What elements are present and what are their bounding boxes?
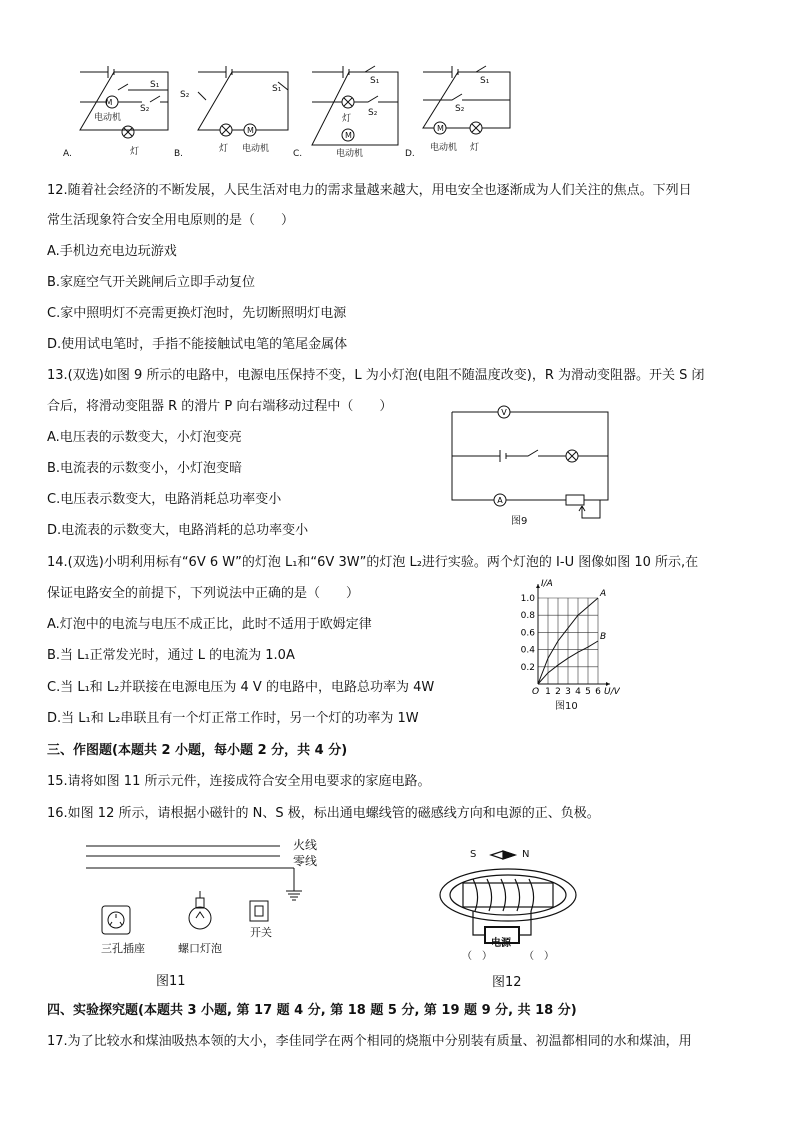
q14-option-b: B.当 L₁正常发光时，通过 L 的电流为 1.0A xyxy=(47,648,295,663)
bulb-label: 螺口灯泡 xyxy=(178,942,222,955)
compass-n-label: N xyxy=(522,849,530,860)
circuit-d-lamp-label: 灯 xyxy=(470,143,480,153)
power-source-label: 电源 xyxy=(491,938,511,949)
power-right-pole-blank: （ ） xyxy=(524,951,554,962)
neutral-wire-label: 零线 xyxy=(293,854,318,868)
svg-text:M: M xyxy=(437,124,444,133)
y-tick-label: 0.4 xyxy=(520,645,535,656)
q13-stem-line2: 合后，将滑动变阻器 R 的滑片 P 向右端移动过程中（ ） xyxy=(47,399,393,414)
q12-stem-line1: 12.随着社会经济的不断发展，人民生活对电力的需求量越来越大，用电安全也逐渐成为人们关注的焦点。下列日 xyxy=(47,183,692,198)
circuit-c-s1-label: S₁ xyxy=(370,76,380,86)
figure-12-caption: 图12 xyxy=(492,975,522,990)
svg-text:M: M xyxy=(105,98,113,107)
power-left-pole-blank: （ ） xyxy=(462,951,492,962)
x-tick-label: 2 xyxy=(555,687,561,696)
section-4-title: 四、实验探究题(本题共 3 小题, 第 17 题 4 分, 第 18 题 5 分, 第 19 题 9 分, 共 18 分) xyxy=(47,1003,577,1018)
switch-label: 开关 xyxy=(250,926,272,939)
x-axis-label: U/V xyxy=(604,687,620,696)
figure-11-caption: 图11 xyxy=(156,974,186,989)
q12-option-d: D.使用试电笔时，手指不能接触试电笔的笔尾金属体 xyxy=(47,337,348,352)
circuit-a xyxy=(80,66,168,138)
q14-option-a: A.灯泡中的电流与电压不成正比，此时不适用于欧姆定律 xyxy=(47,617,372,632)
figure-10-caption: 图10 xyxy=(555,701,578,712)
circuit-b-lamp-label: 灯 xyxy=(219,144,229,154)
circuit-a-lamp-label: 灯 xyxy=(130,147,140,157)
svg-text:M: M xyxy=(247,126,254,135)
circuit-d-s2-label: S₂ xyxy=(455,104,465,114)
circuit-a-s2-label: S₂ xyxy=(140,104,150,114)
ammeter-symbol: A xyxy=(497,496,503,505)
x-tick-label: 6 xyxy=(595,687,601,696)
origin-label: O xyxy=(532,687,540,696)
live-wire-label: 火线 xyxy=(293,838,318,852)
circuit-d-motor-label: 电动机 xyxy=(430,143,458,153)
figure-9-circuit xyxy=(440,400,620,525)
circuit-c-s2-label: S₂ xyxy=(368,108,378,118)
socket-label: 三孔插座 xyxy=(101,942,145,955)
series-label-A: A xyxy=(600,589,607,599)
circuit-c-lamp-label: 灯 xyxy=(342,114,352,124)
q14-stem-line2: 保证电路安全的前提下，下列说法中正确的是（ ） xyxy=(47,586,360,601)
circuit-a-motor-label: 电动机 xyxy=(94,113,122,123)
q14-option-d: D.当 L₁和 L₂串联且有一个灯正常工作时，另一个灯的功率为 1W xyxy=(47,711,419,726)
q16-stem: 16.如图 12 所示，请根据小磁针的 N、S 极，标出通电螺线管的磁感线方向和电源的正、负极。 xyxy=(47,806,600,821)
q15-stem: 15.请将如图 11 所示元件，连接成符合安全用电要求的家庭电路。 xyxy=(47,774,431,789)
screw-bulb-icon xyxy=(189,891,211,929)
circuit-b xyxy=(198,66,288,136)
q12-option-c: C.家中照明灯不亮需更换灯泡时，先切断照明灯电源 xyxy=(47,306,347,321)
x-tick-label: 3 xyxy=(565,687,571,696)
x-tick-label: 4 xyxy=(575,687,581,696)
y-tick-label: 1.0 xyxy=(520,594,535,604)
y-tick-label: 0.8 xyxy=(520,611,535,622)
q12-stem-line2: 常生活现象符合安全用电原则的是（ ） xyxy=(47,213,295,228)
q13-option-a: A.电压表的示数变大，小灯泡变亮 xyxy=(47,430,242,445)
q13-option-b: B.电流表的示数变小，小灯泡变暗 xyxy=(47,461,243,476)
circuit-c-motor-label: 电动机 xyxy=(336,149,364,159)
figure-9-caption: 图9 xyxy=(511,516,528,527)
q13-option-c: C.电压表示数变大，电路消耗总功率变小 xyxy=(47,492,282,507)
y-tick-label: 0.2 xyxy=(520,662,535,673)
circuit-a-s1-label: S₁ xyxy=(150,80,160,90)
y-axis-label: I/A xyxy=(541,579,553,589)
q13-option-d: D.电流表的示数变大，电路消耗的总功率变小 xyxy=(47,523,309,538)
circuit-d-s1-label: S₁ xyxy=(480,76,490,86)
circuit-c xyxy=(312,66,398,145)
circuit-b-option-label: B. xyxy=(174,149,184,159)
x-axis-arrow xyxy=(606,682,610,686)
q17-stem: 17.为了比较水和煤油吸热本领的大小，李佳同学在两个相同的烧瓶中分别装有质量、初温都相同的水和煤油，用 xyxy=(47,1034,692,1049)
q14-stem-line1: 14.(双选)小明利用标有“6V 6 W”的灯泡 L₁和“6V 3W”的灯泡 L₂进行实验。两个灯泡的 I-U 图像如图 10 所示,在 xyxy=(47,555,699,570)
svg-text:M: M xyxy=(345,131,352,140)
q12-option-b: B.家庭空气开关跳闸后立即手动复位 xyxy=(47,275,256,290)
x-tick-label: 1 xyxy=(545,687,551,696)
voltmeter-symbol: V xyxy=(501,408,507,417)
y-tick-label: 0.6 xyxy=(520,628,535,639)
circuit-b-s2-label: S₂ xyxy=(180,90,190,100)
section-3-title: 三、作图题(本题共 2 小题，每小题 2 分，共 4 分) xyxy=(47,743,348,758)
circuit-c-option-label: C. xyxy=(293,149,303,159)
circuit-b-motor-label: 电动机 xyxy=(242,144,270,154)
circuit-d-option-label: D. xyxy=(405,149,415,159)
compass-s-label: S xyxy=(470,849,477,860)
circuit-b-s1-label: S₁ xyxy=(272,84,282,94)
q13-stem-line1: 13.(双选)如图 9 所示的电路中，电源电压保持不变，L 为小灯泡(电阻不随温度改变)，R 为滑动变阻器。开关 S 闭 xyxy=(47,368,705,383)
three-hole-socket-icon xyxy=(102,906,130,934)
wall-switch-icon xyxy=(250,901,268,921)
x-tick-label: 5 xyxy=(585,687,591,696)
q14-option-c: C.当 L₁和 L₂并联接在电源电压为 4 V 的电路中，电路总功率为 4W xyxy=(47,680,435,695)
y-axis-arrow xyxy=(536,584,540,588)
circuit-a-option-label: A. xyxy=(63,149,72,159)
figure-10-iu-chart xyxy=(510,578,620,696)
q12-option-a: A.手机边充电边玩游戏 xyxy=(47,244,177,259)
series-label-B: B xyxy=(600,632,607,642)
